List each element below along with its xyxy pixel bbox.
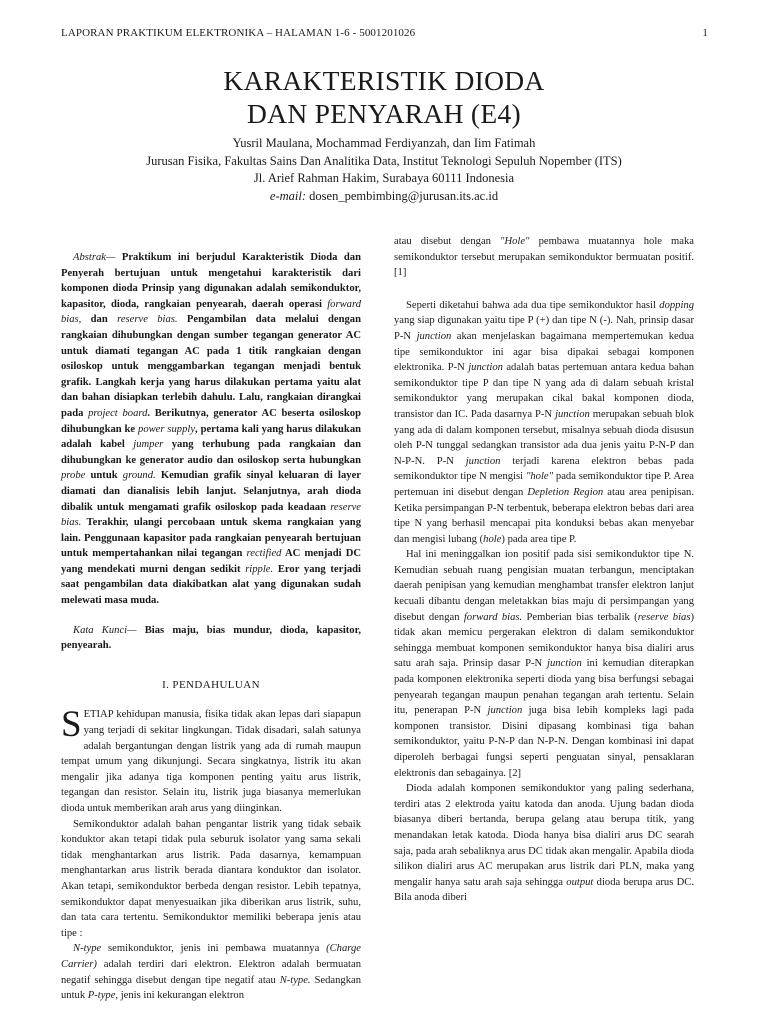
keywords-lead: Kata Kunci—: [73, 624, 137, 636]
section-heading-introduction: I. PENDAHULUAN: [162, 678, 260, 691]
term: P-type,: [87, 990, 119, 1002]
term: dopping: [659, 299, 694, 311]
abstract-text: AC menjadi DC yang mendekati murni dengan sedikit: [61, 548, 361, 575]
paragraph-text: pembawa muatannya hole maka semikonduktor tersebut merupakan semikonduktor bermuatan positif. [1]: [394, 236, 694, 279]
keywords-body: Bias maju, bias mundur, dioda, kapasitor, penyearah.: [61, 624, 361, 652]
abstract-term: reserve bias.: [117, 314, 178, 326]
abstract-text: . Berikutnya, generator AC beserta osiloskop dihubungkan ke: [61, 407, 361, 435]
paragraph-text: pada semikonduktor tipe P. Area pertemuan ini disebut dengan: [394, 471, 695, 498]
abstract-term: rectified: [246, 548, 282, 560]
page-number: 1: [702, 27, 708, 39]
intro-paragraph-1: [61, 704, 361, 816]
abstract-text: Praktikum ini berjudul Karakteristik Dioda dan Penyerah bertujuan untuk mengetahui karakteristik dari komponen dioda Prinsip yang digunakan adalah semikonduktor, kapasitor, dioda, rangkaian penyearah, daerah operasi: [61, 252, 361, 310]
abstract: [61, 250, 361, 609]
paragraph-text: Sedangkan untuk: [61, 974, 361, 1002]
intro-paragraph-3: [61, 941, 361, 1003]
term: junction: [465, 455, 501, 467]
abstract-term: reserve bias.: [61, 501, 361, 529]
term: junction: [555, 408, 590, 420]
address: Jl. Arief Rahman Hakim, Surabaya 60111 Indonesia: [253, 171, 515, 185]
paragraph-text: ETIAP kehidupan manusia, fisika tidak akan lepas dari siapapun yang terjadi di sekitar lingkungan. Tidak disadari, salah satunya adalah bergantungan dengan listrik yang ada di rumah maupun tempat umum yang dikunjungi. Secara singkatnya, listrik itu akan mengalir jika adanya tiga komponen penting yaitu arus listrik, tegangan dan resistor. Selain itu, listrik juga biasanya memerlukan dioda untuk memberikan arah arus yang diinginkan.: [61, 709, 361, 814]
paragraph-text: Dioda adalah komponen semikonduktor yang paling sederhana, terdiri atas 2 elektroda yaitu katoda dan anoda. Ujung badan dioda biasanya diberi bertanda, berupa gelang atau berupa titik, yang menandakan letak katoda. Dioda hanya bisa dialiri arus DC searah saja, pada arah sebaliknya arus DC tidak akan mengalir. Apabila dioda silikon dialiri arus AC merupakan arus listrik dari PLN, maka yang mengalir hanya satu arah saja sehingga: [394, 783, 694, 888]
running-head-text: LAPORAN PRAKTIKUM ELEKTRONIKA – HALAMAN 1-6 - 5001201026: [61, 27, 416, 39]
term: "hole": [525, 471, 554, 483]
keywords: [61, 623, 361, 654]
abstract-term: probe: [61, 470, 86, 482]
term: junction: [468, 362, 503, 374]
term: N-type.: [279, 974, 311, 986]
paragraph-text: terjadi karena elektron bebas pada semikonduktor tipe N mengisi: [394, 455, 694, 483]
term: N-type: [73, 943, 102, 955]
right-paragraph-2: [394, 298, 694, 548]
title-line-2: DAN PENYARAH (E4): [247, 98, 521, 129]
paragraph-text: atau disebut dengan: [394, 236, 501, 247]
paragraph-text: Hal ini meninggalkan ion positif pada sisi semikonduktor tipe N. Kemudian sebuah ruang pengisian muatan terbangun, menciptakan daerah penipisan yang kemudian menghambat transfer elektron lanjut kecuali dibantu dengan meletakkan bias maju di persimpangan yang disebut dengan: [394, 549, 694, 623]
abstract-text: , pertama kali yang harus dilakukan adalah kabel: [61, 423, 362, 451]
paragraph-text: ini kemudian diterapkan pada komponen elektronika seperti dioda yang bisa berfungsi sebagai penyearah tegangan maupun penahan tegangan arah tertentu. Selain itu, penerapan P-N: [394, 658, 694, 717]
paper-title: [0, 64, 768, 130]
email-line: [0, 188, 768, 206]
paragraph-text: ) pada area tipe P.: [501, 533, 577, 545]
abstract-term: project board: [88, 407, 148, 419]
abstract-term: forward bias,: [61, 298, 361, 326]
email-label: e-mail:: [269, 188, 307, 203]
term: hole: [483, 533, 502, 545]
right-paragraph-4: [394, 781, 694, 906]
authors: Yusril Maulana, Mochammad Ferdiyanzah, dan Iim Fatimah: [232, 136, 536, 150]
paragraph-text: juga bisa lebih kompleks lagi pada komponen transistor. Disini dipasang kombinasi tiga bahan semikonduktor, yaitu P-N-P dan N-P-N. Dengan kombinasi ini dapat diperoleh berbagai fungsi seperti penguatan sinyal, pensaklaran elektronis dan sebagainya. [2]: [394, 705, 694, 779]
paragraph-text: semikonduktor, jenis ini pembawa muatannya: [101, 943, 327, 955]
abstract-term: jumper: [133, 439, 164, 451]
term: output: [566, 876, 594, 888]
paragraph-text: yang siap digunakan yaitu tipe P (+) dan tipe N (-). Nah, prinsip dasar P-N: [394, 315, 694, 342]
abstract-text: Terakhir, ulangi percobaan untuk skema rangkaian yang lain. Penggunaan kapasitor pada rangkaian penyearah bertujuan untuk mempertahankan nilai tegangan: [61, 517, 361, 560]
affiliation: Jurusan Fisika, Fakultas Sains Dan Analitika Data, Institut Teknologi Sepuluh Nopember (ITS): [146, 153, 622, 168]
right-paragraph-3: [394, 547, 694, 781]
term: forward bias.: [463, 611, 523, 623]
left-column: [61, 250, 361, 1004]
abstract-text: untuk: [85, 470, 123, 482]
paragraph-text: akan menjelaskan bagaimana mempertemukan kedua tipe semikonduktor ini agar bisa dipakai sebagai komponen elektronika. P-N: [394, 330, 695, 374]
running-head: [61, 27, 708, 39]
term: junction: [487, 705, 523, 717]
abstract-text: Pengambilan data melalui dengan rangkaian dihubungkan dengan sumber tegangan generator AC untuk diamati tegangan AC pada 1 titik rangkaian dengan osiloskop untuk menggambarkan tegangan menjadi bentuk grafik. Langkah kerja yang harus dilakukan pertama yaitu alat dan bahan disiapkan terlebih dahulu. Lalu, rangkaian dirangkai pada: [61, 314, 361, 419]
term: Depletion Region: [527, 486, 604, 498]
paragraph-text: adalah batas pertemuan antara kedua bahan semikonduktor tipe P dan tipe N yang ada di dalam sebuah kristal semikonduktor yang merupakan cikal bakal komponen dioda, transistor dan IC. Pada dasarnya P-N: [394, 362, 694, 420]
paragraph-text: adalah terdiri dari elektron. Elektron adalah bermuatan negatif sehingga disebut dengan tipe negatif atau: [61, 958, 361, 986]
abstract-term: ripple.: [245, 563, 274, 575]
drop-cap: S: [61, 704, 82, 746]
paragraph-text: ) tidak akan memicu pergerakan elektron di dalam semikonduktor sehingga membuat komponen semikonduktor hanya bisa dialiri arus satu arah saja. Prinsip dasar P-N: [394, 611, 694, 670]
paragraph-text: jenis ini kekurangan elektron: [118, 990, 244, 1002]
paragraph-text: Pemberian bias terbalik (: [522, 611, 638, 623]
term: (Charge Carrier): [61, 943, 361, 970]
term: junction: [547, 658, 582, 670]
abstract-term: power supply: [138, 423, 196, 435]
abstract-text: Kemudian grafik sinyal keluaran di layer diamati dan dianalisis lebih lanjut. Selanjutnya, arah dioda dibalik untuk mengamati grafik osiloskop pada keadaan: [61, 470, 361, 513]
right-paragraph-1: [394, 234, 694, 281]
abstract-lead: Abstrak—: [73, 252, 116, 263]
paragraph-text: atau area penipisan. Ketika persimpangan P-N terbentuk, beberapa elektron bebas dari area tipe N yang berhasil mencapai pita konduksi bebas akan menyebar dan mengisi lubang (: [394, 486, 694, 545]
author-block: [0, 135, 768, 205]
abstract-text: dan: [81, 314, 118, 326]
term: reserve bias: [637, 611, 691, 623]
email-value: dosen_pembimbing@jurusan.its.ac.id: [309, 188, 499, 203]
term: "Hole": [500, 236, 530, 247]
abstract-text: yang terhubung pada rangkaian dan dihubungkan ke generator audio dan osiloskop serta hubungkan: [61, 439, 361, 466]
right-column: [394, 234, 694, 906]
paragraph-text: dioda berupa arus DC. Bila anoda diberi: [394, 876, 695, 904]
paragraph-text: Seperti diketahui bahwa ada dua tipe semikonduktor hasil: [406, 299, 660, 311]
title-line-1: KARAKTERISTIK DIODA: [223, 65, 545, 96]
term: junction: [416, 330, 452, 342]
intro-paragraph-2: Semikonduktor adalah bahan pengantar listrik yang tidak sebaik konduktor akan tetapi tidak pula seburuk isolator yang sama sekali tidak menghantarkan arus listrik. Pada dasarnya, kemampuan menghantarkan arus listrik berada diantara konduktor dan isolator. Akan tetapi, semikonduktor berbeda dengan resistor. Lebih tepatnya, semikonduktor dapat menyesuaikan jika diberikan arus listrik, suhu, dan tata cara tertentu. Semikonduktor memiliki beberapa jenis atau tipe :: [61, 818, 361, 939]
paragraph-text: merupakan sebuah blok yang ada di dalam komponen tersebut, misalnya sebuah dioda disusun oleh P-N tunggal sedangkan transistor ada dua jenis yaitu P-N-P dan N-P-N. P-N: [394, 408, 694, 467]
abstract-text: Eror yang terjadi saat pengambilan data diakibatkan alat yang digunakan sudah melewati masa muda.: [61, 563, 361, 607]
abstract-term: ground.: [122, 470, 156, 482]
